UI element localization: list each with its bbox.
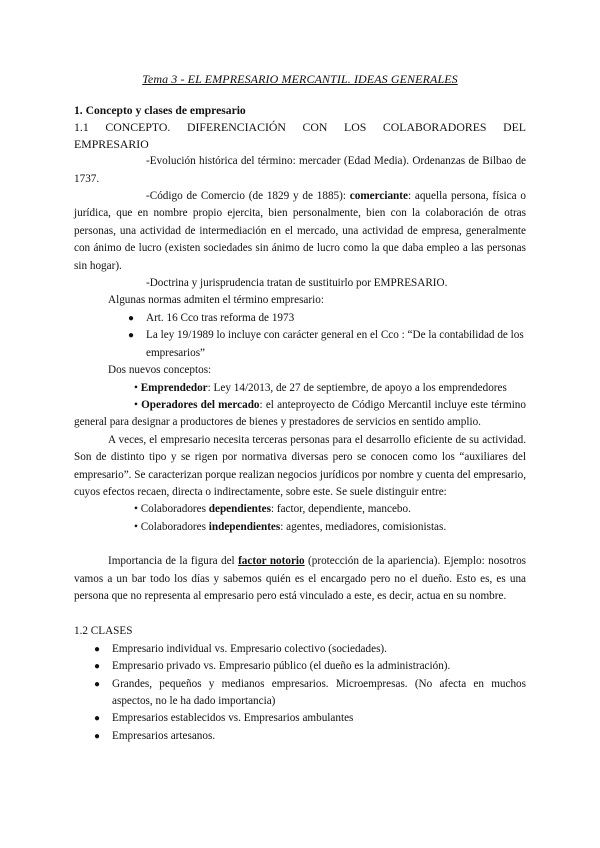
document-body <box>74 102 526 745</box>
section1-subheading-end: EMPRESARIO <box>74 136 149 151</box>
paragraph-colab-dependientes <box>74 501 526 518</box>
importancia-text-a: Importancia de la figura del <box>108 555 239 568</box>
bullet-icon: ● <box>94 713 101 725</box>
colab-ind-text-a: Colaboradores <box>140 520 209 533</box>
colab-ind-bold: independientes <box>208 520 281 533</box>
document-title: Tema 3 - EL EMPRESARIO MERCANTIL. IDEAS GENERALES <box>142 72 458 86</box>
list-item <box>74 641 526 658</box>
list-item-text: Empresario individual vs. Empresario colectivo (sociedades). <box>112 642 387 655</box>
codigo-bold: comerciante <box>349 190 408 203</box>
section1-heading: 1. Concepto y clases de empresario <box>74 104 246 117</box>
section2-heading: 1.2 CLASES <box>74 625 133 638</box>
list-item <box>74 728 526 745</box>
bullet-icon: ● <box>94 661 101 673</box>
list-item <box>74 327 526 362</box>
operadores-text: : el anteproyecto de Código Mercantil incluye este término general para designar a productores de bienes y prestadores de servicios en sentido amplio. <box>74 398 526 429</box>
paragraph-algunas: Algunas normas admiten el término empresario: <box>108 294 324 307</box>
emprendedor-text: : Ley 14/2013, de 27 de septiembre, de apoyo a los emprendedores <box>207 381 507 394</box>
paragraph-doctrina: -Doctrina y jurisprudencia tratan de sustituirlo por EMPRESARIO. <box>146 277 448 290</box>
colab-dep-text-a: Colaboradores <box>140 503 209 516</box>
bullet-icon: ● <box>128 330 135 342</box>
paragraph-operadores <box>74 397 526 432</box>
list-item-text: La ley 19/1989 lo incluye con carácter general en el Cco : “De la contabilidad de los empresarios” <box>146 329 524 359</box>
list-item-text: Art. 16 Cco tras reforma de 1973 <box>146 311 295 324</box>
paragraph-importancia <box>74 553 526 605</box>
list-item <box>74 658 526 675</box>
small-bullet-icon: • <box>134 520 138 533</box>
importancia-text-b: (protección de la apariencia). Ejemplo: nosotros vamos a un bar todo los días y sabemos quién es el encargado pero no el dueño. Esto es, es una persona que no representa al empresario pero está vinculado a este, es decir, actua en su nombre. <box>74 555 527 602</box>
list-item-text: Empresario privado vs. Empresario público (el dueño es la administración). <box>112 660 451 673</box>
list-item-text: Empresarios artesanos. <box>112 729 216 742</box>
classes-list <box>74 641 526 745</box>
bullet-icon: ● <box>94 643 101 655</box>
bullet-icon: ● <box>94 730 101 742</box>
norms-list <box>74 310 526 362</box>
bullet-icon: ● <box>94 678 101 690</box>
paragraph-emprendedor <box>74 380 526 397</box>
codigo-text-b: : aquella persona, física o jurídica, que en nombre propio ejercita, bien personalmente, bien con la colaboración de otras personas, una actividad de intermediación en el mercado, una actividad de empresa, generalmente con ánimo de lucro (existen sociedades sin ánimo de lucro como la que daba empleo a las personas sin hogar). <box>74 190 526 272</box>
paragraph-dos: Dos nuevos conceptos: <box>108 364 212 377</box>
colab-ind-text-b: : agentes, mediadores, comisionistas. <box>280 520 447 533</box>
operadores-bold: Operadores del mercado <box>141 398 260 411</box>
paragraph-aveces: A veces, el empresario necesita terceras personas para el desarrollo eficiente de su actividad. Son de distinto tipo y se rigen por normativa diversas pero se conocen como los “auxiliares del empresario”. Se caracterizan porque realizan negocios jurídicos por nombre y cuenta del empresario, cuyos efectos recaen, directa o indirectamente, sobre este. Se suele distinguir entre: <box>74 433 526 498</box>
list-item <box>74 710 526 727</box>
small-bullet-icon: • <box>134 398 138 411</box>
codigo-text-a: -Código de Comercio (de 1829 y de 1885): <box>146 190 350 203</box>
small-bullet-icon: • <box>134 503 138 516</box>
emprendedor-bold: Emprendedor <box>140 381 208 394</box>
section1-subheading-line1: 1.1 CONCEPTO. DIFERENCIACIÓN CON LOS COLABORADORES DEL <box>74 120 526 135</box>
list-item-text: Grandes, pequeños y medianos empresarios. Microempresas. (No afecta en muchos aspectos, no le ha dado importancia) <box>112 677 526 707</box>
small-bullet-icon: • <box>134 381 138 394</box>
paragraph-evolution: -Evolución histórica del término: mercader (Edad Media). Ordenanzas de Bilbao de 1737. <box>74 155 526 185</box>
bullet-icon: ● <box>128 312 135 324</box>
list-item <box>74 310 526 327</box>
paragraph-codigo <box>74 188 526 275</box>
list-item <box>74 676 526 711</box>
colab-dep-text-b: : factor, dependiente, mancebo. <box>270 503 411 516</box>
importancia-bold: factor notorio <box>238 555 305 568</box>
paragraph-colab-independientes <box>74 519 526 536</box>
colab-dep-bold: dependientes <box>208 503 271 516</box>
list-item-text: Empresarios establecidos vs. Empresarios ambulantes <box>112 712 354 725</box>
